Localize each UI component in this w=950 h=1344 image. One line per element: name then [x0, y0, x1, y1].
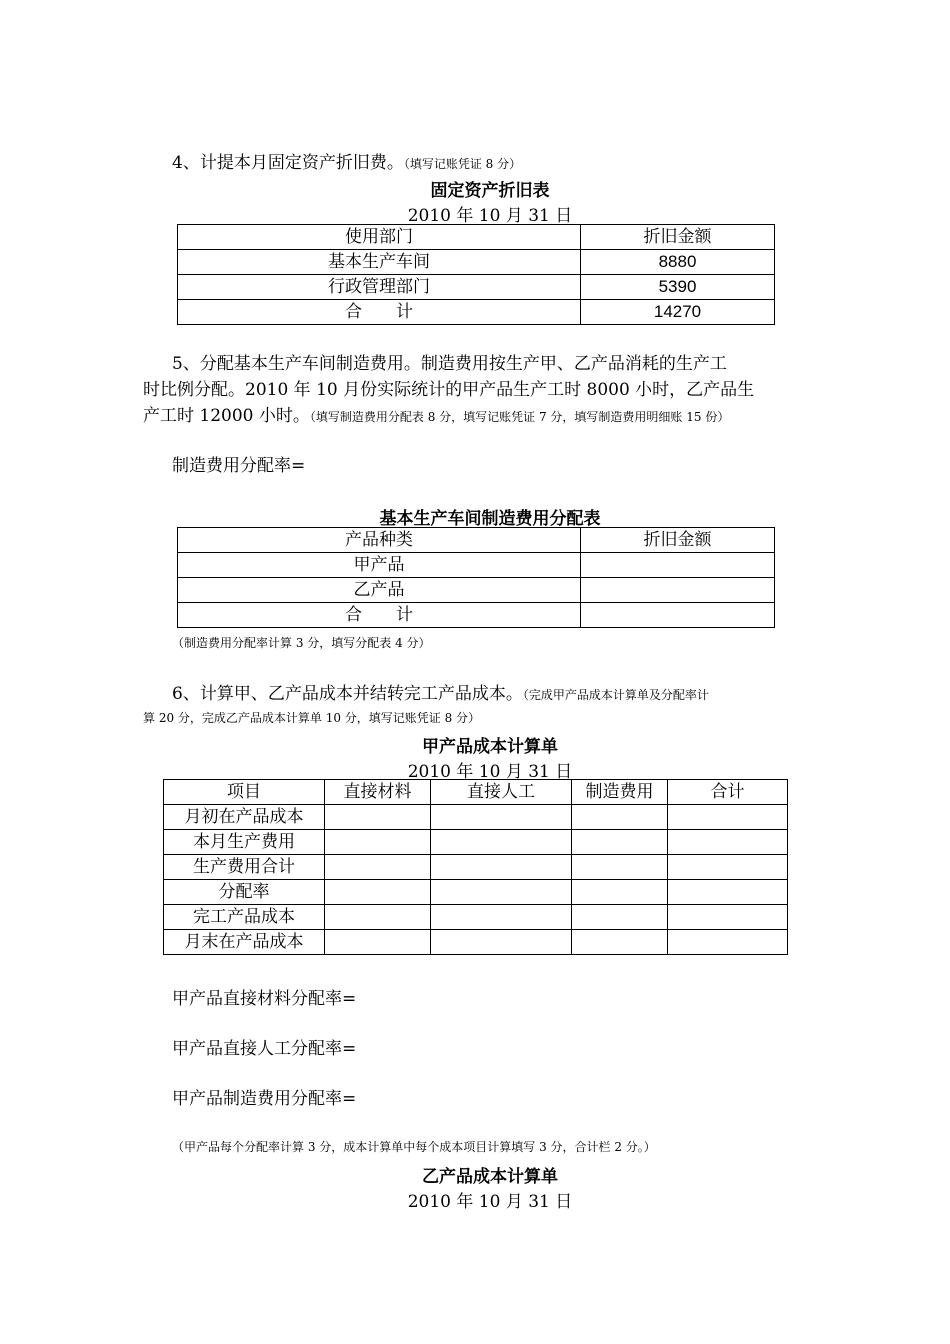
table-cell [325, 880, 431, 905]
table-cell [325, 830, 431, 855]
table-cell [581, 603, 775, 628]
q5-line1: 5、分配基本生产车间制造费用。制造费用按生产甲、乙产品消耗的生产工 [172, 354, 727, 374]
q6-text: 6、计算甲、乙产品成本并结转完工产品成本。 [172, 684, 523, 704]
depreciation-table [177, 224, 775, 325]
table-cell [668, 805, 788, 830]
table-cell [325, 855, 431, 880]
q4-heading [172, 150, 521, 177]
header-cell: 直接材料 [325, 780, 431, 805]
q4-note: （填写记账凭证 8 分） [403, 157, 522, 171]
table-cell [572, 880, 668, 905]
q4-table-date: 2010 年 10 月 31 日 [407, 206, 573, 226]
q4-text: 4、计提本月固定资产折旧费。 [172, 153, 404, 173]
table-cell [572, 855, 668, 880]
table-row [178, 553, 775, 578]
table-cell: 乙产品 [178, 578, 581, 603]
table-cell: 8880 [581, 250, 775, 275]
header-cell: 折旧金额 [581, 528, 775, 553]
table-cell [572, 830, 668, 855]
table-cell [325, 805, 431, 830]
table-cell: 完工产品成本 [164, 905, 325, 930]
rate-material-label: 甲产品直接材料分配率= [172, 989, 357, 1009]
table-cell: 5390 [581, 275, 775, 300]
table-cell: 本月生产费用 [164, 830, 325, 855]
table-row [178, 250, 775, 275]
table-row [164, 930, 788, 955]
table-cell [668, 830, 788, 855]
table-cell: 月初在产品成本 [164, 805, 325, 830]
table-row [178, 578, 775, 603]
table-cell: 合 计 [178, 603, 581, 628]
q5-line2: 时比例分配。2010 年 10 月份实际统计的甲产品生产工时 8000 小时，乙产品生 [143, 380, 755, 400]
table-row [164, 855, 788, 880]
q6-table-title: 甲产品成本计算单 [422, 737, 558, 757]
header-cell: 产品种类 [178, 528, 581, 553]
q6-note1: （完成甲产品成本计算单及分配率计 [522, 688, 709, 702]
table-cell [572, 930, 668, 955]
table-cell [325, 930, 431, 955]
table-cell [668, 905, 788, 930]
table-cell: 分配率 [164, 880, 325, 905]
q5-note: （填写制造费用分配表 8 分，填写记账凭证 7 分，填写制造费用明细账 15 份） [309, 410, 730, 424]
table-cell [431, 880, 572, 905]
overhead-allocation-table [177, 527, 775, 628]
table-cell [581, 553, 775, 578]
table-cell [325, 905, 431, 930]
table-cell: 生产费用合计 [164, 855, 325, 880]
table-cell: 14270 [581, 300, 775, 325]
table-cell [668, 930, 788, 955]
table-row [164, 905, 788, 930]
table-cell [431, 930, 572, 955]
table-cell: 行政管理部门 [178, 275, 581, 300]
table-row [178, 603, 775, 628]
rate-labor-label: 甲产品直接人工分配率= [172, 1039, 357, 1059]
q5-table-title: 基本生产车间制造费用分配表 [379, 509, 601, 529]
table-header-row [178, 225, 775, 250]
q5-line3 [143, 403, 729, 430]
q6-note2: 算 20 分，完成乙产品成本计算单 10 分，填写记账凭证 8 分） [143, 711, 481, 725]
table-cell [431, 830, 572, 855]
q6-footnote: （甲产品每个分配率计算 3 分，成本计算单中每个成本项目计算填写 3 分，合计栏 2 分。） [172, 1140, 656, 1154]
table-cell [572, 905, 668, 930]
header-cell: 使用部门 [178, 225, 581, 250]
table-row [178, 275, 775, 300]
table-row [178, 300, 775, 325]
q6-heading [172, 681, 709, 708]
table-cell [668, 880, 788, 905]
table-cell [431, 805, 572, 830]
q5-footnote: （制造费用分配率计算 3 分，填写分配表 4 分） [172, 636, 431, 650]
rate-overhead-label: 甲产品制造费用分配率= [172, 1089, 357, 1109]
table-cell: 合 计 [178, 300, 581, 325]
header-cell: 合计 [668, 780, 788, 805]
table-cell [431, 855, 572, 880]
header-cell: 折旧金额 [581, 225, 775, 250]
table-cell: 甲产品 [178, 553, 581, 578]
product-b-table-title: 乙产品成本计算单 [422, 1167, 558, 1187]
table-row [164, 830, 788, 855]
q4-table-title: 固定资产折旧表 [430, 181, 550, 201]
table-cell: 月末在产品成本 [164, 930, 325, 955]
table-row [164, 805, 788, 830]
table-cell [668, 855, 788, 880]
product-b-table-date: 2010 年 10 月 31 日 [407, 1192, 573, 1212]
table-cell [572, 805, 668, 830]
header-cell: 制造费用 [572, 780, 668, 805]
table-cell: 基本生产车间 [178, 250, 581, 275]
header-cell: 项目 [164, 780, 325, 805]
table-row [164, 880, 788, 905]
table-cell [581, 578, 775, 603]
table-header-row [178, 528, 775, 553]
q6-table-date: 2010 年 10 月 31 日 [407, 762, 573, 782]
q5-line3-text: 产工时 12000 小时。 [143, 406, 310, 426]
header-cell: 直接人工 [431, 780, 572, 805]
q5-rate-label: 制造费用分配率= [172, 456, 306, 476]
table-header-row [164, 780, 788, 805]
product-a-cost-table [163, 779, 788, 955]
table-cell [431, 905, 572, 930]
